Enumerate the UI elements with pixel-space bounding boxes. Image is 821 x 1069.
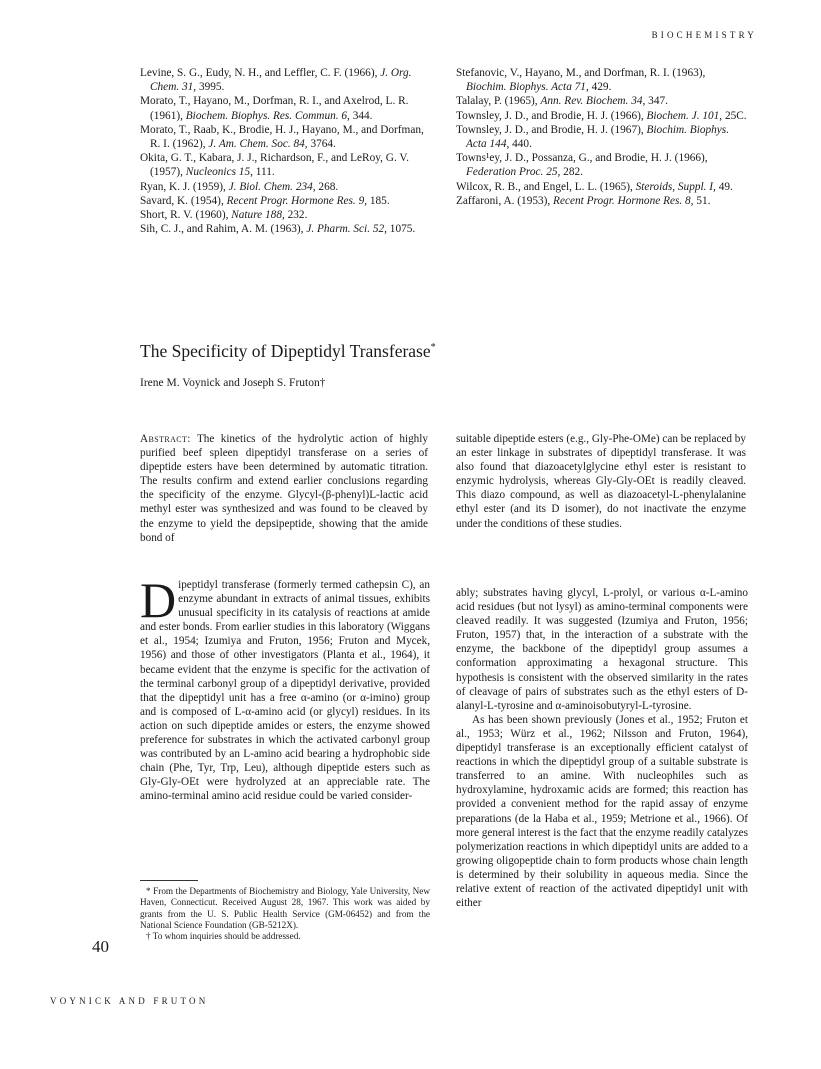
footnotes [140,886,430,942]
title-footnote-mark: * [430,342,436,354]
intro-paragraph: Dipeptidyl transferase (formerly termed cathepsin C), an enzyme abundant in extracts of animal tissues, exhibits unusual specificity in its catalysis of reactions at amide and ester bonds. From earlier studies in this laboratory (Wiggans et al., 1954; Izumiya and Fruton, 1956; Fruton and Mycek, 1956) and those of other investigators (Planta et al., 1964), it became evident that the enzyme is specific for the activation of the terminal carbonyl group of a dipeptidyl derivative, provided that the dipeptidyl unit has a free α-amino (or α-imino) group and is composed of L-α-amino acid (or glycyl) residues. In its action on such dipeptide amides or esters, the enzyme showed preference for substrates in which the activated carbonyl group was contributed by an L-amino acid bearing a hydrophobic side chain (Phe, Tyr, Trp, Leu), although dipeptide esters such as Gly-Gly-OEt were hydrolyzed at an appreciable rate. The amino-terminal amino acid residue could be varied consider- [140,572,430,803]
body-right-column [456,586,748,910]
reference-item: Stefanovic, V., Hayano, M., and Dorfman, R. I. (1963), Biochim. Biophys. Acta 71, 429. [456,67,706,94]
reference-item: Short, R. V. (1960), Nature 188, 232. [140,209,308,222]
reference-item: Savard, K. (1954), Recent Progr. Hormone Res. 9, 185. [140,194,390,207]
reference-item: Morato, T., Raab, K., Brodie, H. J., Hayano, M., and Dorfman, R. I. (1962), J. Am. Chem. Soc. 84, 3764. [140,123,424,151]
reference-item: Okita, G. T., Kabara, J. J., Richardson, F., and LeRoy, G. V. (1957), Nucleonics 15, 111. [140,152,409,179]
abstract-left [140,432,428,545]
reference-item: Talalay, P. (1965), Ann. Rev. Biochem. 34, 347. [456,95,668,108]
reference-item: Towns¹ey, J. D., Possanza, G., and Brodie, H. J. (1966), Federation Proc. 25, 282. [456,152,708,179]
journal-header: BIOCHEMISTRY [651,30,757,40]
abstract-text-left: The kinetics of the hydrolytic action of highly purified beef spleen dipeptidyl transferase on a series of dipeptide esters have been determined by automatic titration. The results confirm and extend earlier conclusions regarding the specificity of the enzyme. Glycyl-(β-phenyl)L-lactic acid methyl ester was synthesized and was found to be cleaved by the enzyme to yield the depsipeptide, showing that the amide bond of [140,433,428,544]
references-right-column [456,66,748,208]
reference-item: Townsley, J. D., and Brodie, H. J. (1966), Biochem. J. 101, 25C. [456,109,747,122]
reference-item: Townsley, J. D., and Brodie, H. J. (1967), Biochim. Biophys. Acta 144, 440. [456,123,730,151]
reference-item: Wilcox, R. B., and Engel, L. L. (1965), Steroids, Suppl. I, 49. [456,180,733,193]
reference-item: Levine, S. G., Eudy, N. H., and Leffler, C. F. (1966), J. Org. Chem. 31, 3995. [140,67,412,94]
page-number: 40 [92,937,109,956]
abstract-right [456,432,746,531]
reference-item: Ryan, K. J. (1959), J. Biol. Chem. 234, 268. [140,180,339,193]
abstract-label: Abstract: [140,433,191,445]
running-footer: VOYNICK AND FRUTON [50,996,209,1006]
reference-item: Morato, T., Hayano, M., Dorfman, R. I., and Axelrod, L. R. (1961), Biochem. Biophys. Res. Commun. 6, 344. [140,95,409,122]
article-title: The Specificity of Dipeptidyl Transferase* [140,341,436,361]
drop-cap: D [140,572,177,628]
body-paragraph: ably; substrates having glycyl, L-prolyl, or various α-L-amino acid residues (but not lysyl) as amino-terminal components were cleaved readily. It was suggested (Izumiya and Fruton, 1956; Fruton, 1957) that, in the interaction of a substrate with the enzyme, the backbone of the dipeptidyl group assumes a conformation approximating a hexagonal structure. This hypothesis is consistent with the observed similarity in the rates of cleavage of pairs of substrates such as the ethyl esters of D-alanyl-L-tyrosine and α-aminoisobutyryl-L-tyrosine. [456,587,748,712]
footnote-divider [140,880,198,881]
body-paragraph: As has been shown previously (Jones et al., 1952; Fruton et al., 1953; Würz et al., 1962; Nilsson and Fruton, 1964), dipeptidyl transferase is an exceptionally efficient catalyst of reactions in which the dipeptidyl group of a suitable substrate is transferred to an amine. With nucleophiles such as hydroxylamine, hydroxamic acids are formed; this reaction has provided a convenient method for the rapid assay of enzyme preparations (de la Haba et al., 1959; Metrione et al., 1966). Of more general interest is the fact that the enzyme readily catalyzes polymerization reactions in which dipeptidyl units are added to a growing oligopeptide chain to form products whose chain length is determined by their solubility in aqueous media. Since the relative extent of reaction of the activated dipeptidyl unit with either [456,713,748,910]
references-left-column [140,66,432,236]
footnote-correspondence: † To whom inquiries should be addressed. [146,931,301,942]
abstract-text-right: suitable dipeptide esters (e.g., Gly-Phe-OMe) can be replaced by an ester linkage in substrates of dipeptidyl transferase. It was also found that diazoacetylglycine ethyl ester is resistant to enzymic hydrolysis, whereas Gly-Gly-OEt is readily cleaved. This diazo compound, as well as diazoacetyl-L-phenylalanine ethyl ester (and its D isomer), do not inactivate the enzyme under the conditions of these studies. [456,433,746,530]
footnote-affiliation: * From the Departments of Biochemistry and Biology, Yale University, New Haven, Connecticut. Received August 28, 1967. This work was aided by grants from the U. S. Public Health Service (GM-06452) and from the National Science Foundation (GB-5212X). [140,886,430,930]
reference-item: Zaffaroni, A. (1953), Recent Progr. Hormone Res. 8, 51. [456,194,711,207]
body-left-column [140,572,430,804]
article-authors: Irene M. Voynick and Joseph S. Fruton† [140,377,326,389]
reference-item: Sih, C. J., and Rahim, A. M. (1963), J. Pharm. Sci. 52, 1075. [140,223,416,236]
